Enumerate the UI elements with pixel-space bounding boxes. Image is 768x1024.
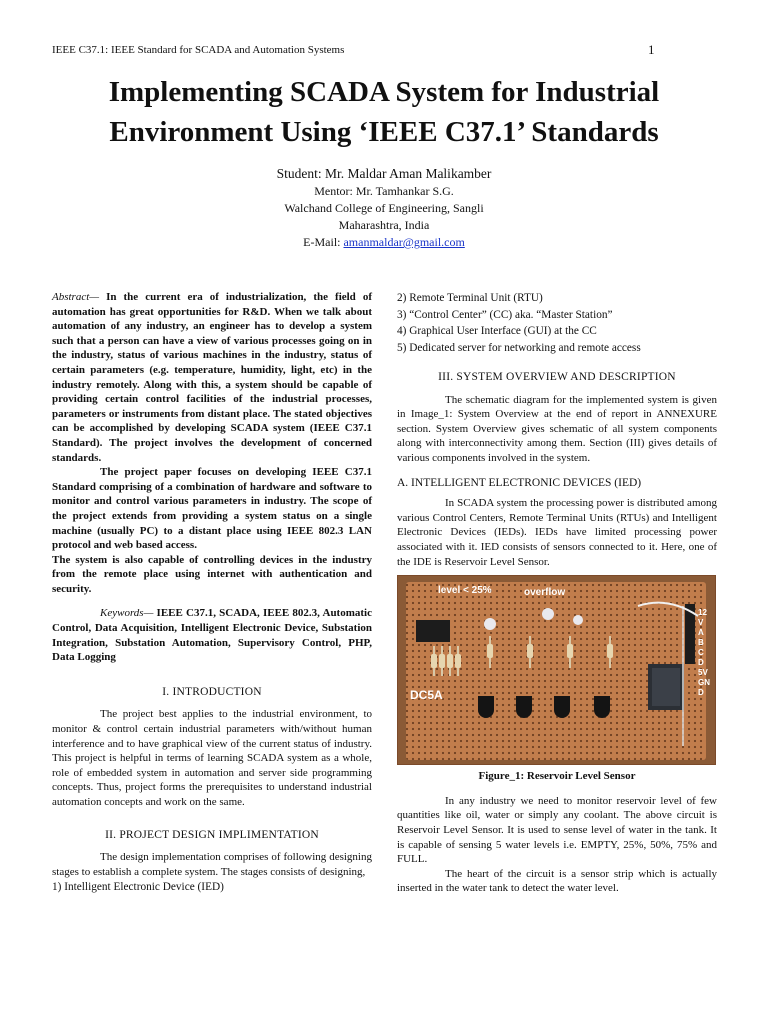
paper-title — [30, 72, 738, 152]
abstract-p2 — [52, 465, 372, 553]
title-line-1: Implementing SCADA System for Industrial — [108, 76, 660, 108]
title-line-2: Environment Using ‘IEEE C37.1’ Standards — [109, 116, 659, 148]
section-1-heading: I. INTRODUCTION — [162, 685, 262, 698]
section-2-heading: II. PROJECT DESIGN IMPLIMENTATION — [105, 828, 319, 841]
mentor-name: Mentor: Mr. Tamhankar S.G. — [314, 184, 454, 198]
left-column — [52, 290, 372, 896]
email-link[interactable]: amanmaldar@gmail.com — [343, 235, 465, 249]
abstract-text-3: The system is also capable of controlling devices in the industry from the remote place using internet with authentication and security. — [52, 553, 372, 595]
list-item: 3) “Control Center” (CC) aka. “Master Station” — [397, 308, 613, 321]
subsection-a-p2: In any industry we need to monitor reservoir level of few quantities like oil, water or simply any coolant. The above circuit is Reservoir Level Sensor. It is used to sense level of water in the tank. It is capable of sensing 5 water levels i.e. EMPTY, 25%, 50%, 75% and FULL. — [397, 794, 717, 866]
abstract-p1 — [52, 290, 372, 465]
email-label: E-Mail: — [303, 235, 344, 249]
list-item: 5) Dedicated server for networking and remote access — [397, 341, 641, 354]
label-pins: 12V A B C D 5V GND — [698, 608, 710, 698]
subsection-a-heading: A. INTELLIGENT ELECTRONIC DEVICES (IED) — [397, 476, 642, 489]
list-item: 1) Intelligent Electronic Device (IED) — [52, 881, 224, 894]
email-line — [30, 234, 738, 251]
page-number: 1 — [648, 42, 655, 57]
keywords-label: Keywords— — [100, 607, 154, 620]
subsection-a-p1: In SCADA system the processing power is distributed among various Control Centers, Remote Terminal Units (RTUs) and Intelligent Electronic Devices (IEDs). IEDs have limited processing power associated with it. IED consists of sensors connected to it. Here, one of the IDE is Reservoir Level Sensor. — [397, 497, 717, 568]
reservoir-sensor-photo — [397, 575, 716, 765]
circuit-board-illustration — [398, 576, 715, 764]
label-dc5a: DC5A — [410, 688, 443, 703]
label-overflow: overflow — [524, 587, 566, 599]
abstract-text-1: In the current era of industrialization, the field of automation has great opportunities for R&D. When we talk about automation of any industry, an engineer has to develop a system such that a person can have a view of various processes going on in the industry, status of various machines in the industry, status of certain parameters (e.g. temperature, humidity, light, etc) in the industry remotely. Along with this, a system should be capable of providing certain control facilities of the industrial processes, parameters or instruments from distant place. The stated objectives can be accomplished by developing SCADA system (IEEE C37.1 Standard). The project involves the development of concerned standards. — [52, 291, 372, 464]
college-name: Walchand College of Engineering, Sangli — [284, 201, 484, 215]
keywords-text: IEEE C37.1, SCADA, IEEE 802.3, Automatic Control, Data Acquisition, Intelligent Electronic Device, Substation Integration, Substation Automation, Supervisory Control, PHP, Data Logging — [52, 607, 372, 664]
author-block — [30, 164, 738, 251]
location: Maharashtra, India — [338, 218, 430, 232]
student-name: Student: Mr. Maldar Aman Malikamber — [276, 166, 492, 181]
list-item: 4) Graphical User Interface (GUI) at the CC — [397, 325, 597, 337]
keywords — [52, 606, 372, 664]
section-3-heading: III. SYSTEM OVERVIEW AND DESCRIPTION — [438, 371, 676, 383]
abstract-p3 — [52, 553, 372, 597]
section-2-p1: The design implementation comprises of following designing stages to establish a complete system. The stages consists of designing, — [52, 851, 372, 878]
section-1-p1: The project best applies to the industrial environment, to monitor & control certain industrial parameters with/without human interference and to have graphical view of the current status of industry. This project is helpful in terms of learning SCADA system as a whole, role of embedded system in automation and server side programming concepts. Thus, project forms the prerequisites to understand industrial automation concepts and work on the same. — [52, 708, 372, 808]
abstract-label: Abstract— — [52, 291, 100, 303]
right-column — [397, 290, 717, 896]
subsection-a-p3: The heart of the circuit is a sensor strip which is actually inserted in the water tank to detect the water level. — [397, 867, 717, 895]
running-head: IEEE C37.1: IEEE Standard for SCADA and Automation Systems — [52, 44, 345, 56]
list-item: 2) Remote Terminal Unit (RTU) — [397, 292, 543, 304]
section-3-p1: The schematic diagram for the implemented system is given in Image_1: System Overview at the end of report in ANNEXURE section. System Overview gives schematic of all system components along with interconnectivity among them. Section (III) gives details of various components involved in the system. — [397, 393, 717, 464]
figure-caption: Figure_1: Reservoir Level Sensor — [478, 770, 636, 783]
label-low-level: level < 25% — [438, 585, 492, 597]
abstract-text-2: The project paper focuses on developing IEEE C37.1 Standard comprising of a combination of hardware and software to monitor and control various parameters in industry. The scope of the project extends from providing a system status on a single machine (usually PC) to a distant place using IEEE 802.3 LAN protocol and web based access. — [52, 466, 372, 552]
